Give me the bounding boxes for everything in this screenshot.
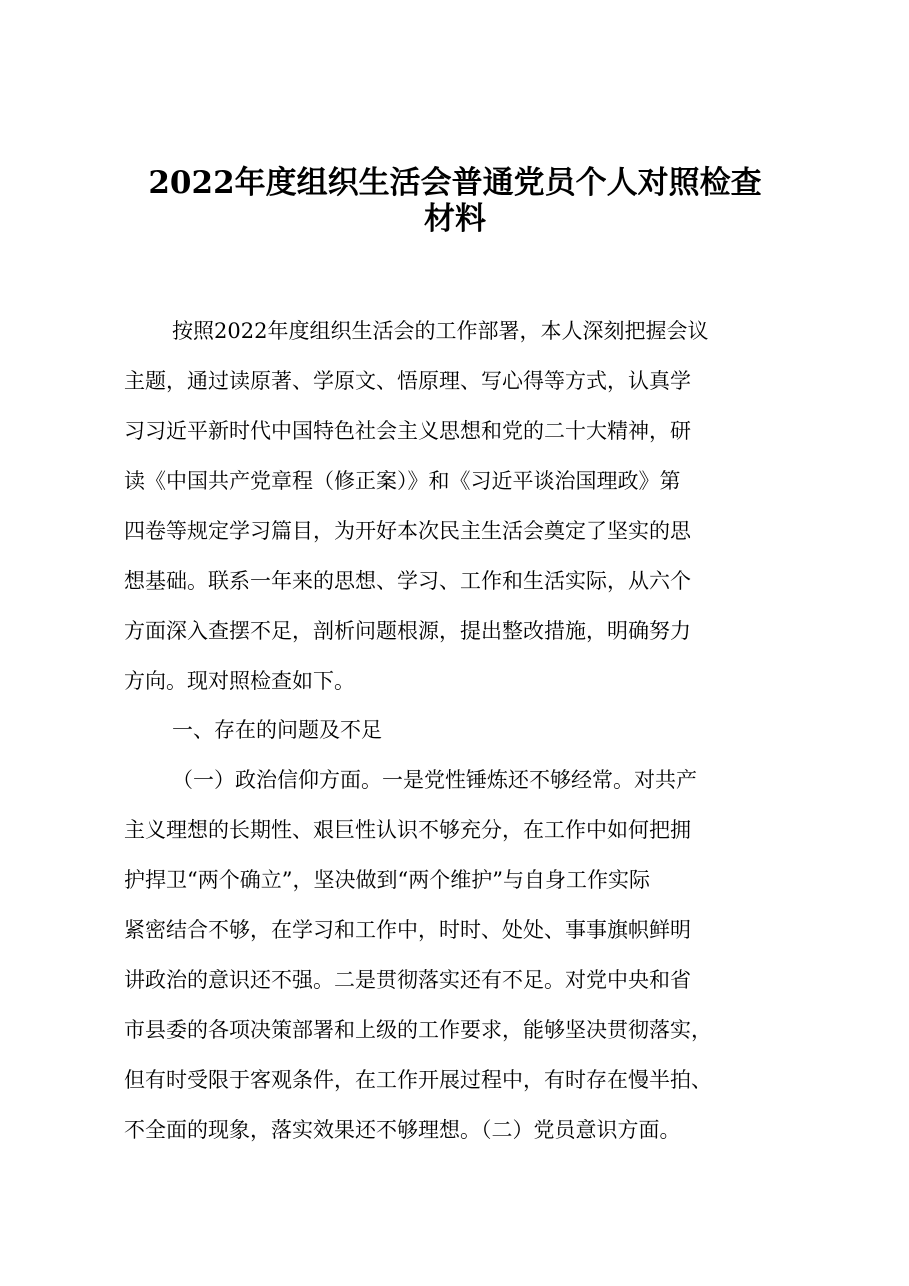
paragraph-line: 市县委的各项决策部署和上级的工作要求，能够坚决贯彻落实， bbox=[124, 1018, 712, 1042]
paragraph-line: 方向。现对照检查如下。 bbox=[124, 669, 355, 693]
paragraph-line: 读《中国共产党章程（修正案）》和《习近平谈治国理政》第 bbox=[124, 469, 681, 493]
paragraph-line: 但有时受限于客观条件，在工作开展过程中，有时存在慢半拍、 bbox=[124, 1068, 712, 1092]
paragraph-line: （一）政治信仰方面。一是党性锤炼还不够经常。对共产 bbox=[172, 768, 697, 792]
paragraph-line: 想基础。联系一年来的思想、学习、工作和生活实际，从六个 bbox=[124, 569, 691, 593]
paragraph-line: 主义理想的长期性、艰巨性认识不够充分，在工作中如何把拥 bbox=[124, 818, 691, 842]
paragraph-line: 按照2022年度组织生活会的工作部署，本人深刻把握会议 bbox=[172, 319, 709, 343]
section-heading: 一、存在的问题及不足 bbox=[172, 718, 382, 742]
paragraph-line: 习习近平新时代中国特色社会主义思想和党的二十大精神，研 bbox=[124, 419, 691, 443]
paragraph-line: 紧密结合不够，在学习和工作中，时时、处处、事事旗帜鲜明 bbox=[124, 918, 691, 942]
paragraph-line: 讲政治的意识还不强。二是贯彻落实还有不足。对党中央和省 bbox=[124, 968, 691, 992]
paragraph-line: 方面深入查摆不足，剖析问题根源，提出整改措施，明确努力 bbox=[124, 619, 691, 643]
document-title-line-1: 2022年度组织生活会普通党员个人对照检查 bbox=[148, 165, 762, 201]
paragraph-line: 不全面的现象，落实效果还不够理想。（二）党员意识方面。 bbox=[124, 1118, 681, 1142]
paragraph-line: 护捍卫“两个确立”，坚决做到“两个维护”与自身工作实际 bbox=[124, 868, 650, 892]
document-title-line-2: 材料 bbox=[424, 201, 486, 237]
paragraph-line: 四卷等规定学习篇目，为开好本次民主生活会奠定了坚实的思 bbox=[124, 519, 691, 543]
paragraph-line: 主题，通过读原著、学原文、悟原理、写心得等方式，认真学 bbox=[124, 369, 691, 393]
